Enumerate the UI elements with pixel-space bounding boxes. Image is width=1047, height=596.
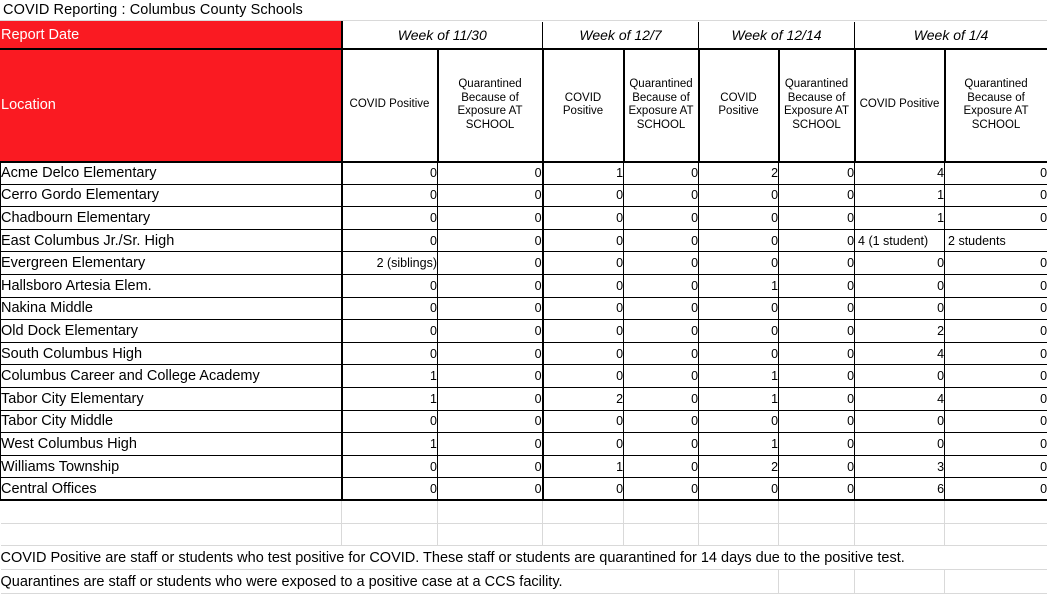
cell-covid-positive-2: 1 (543, 455, 624, 478)
cell-covid-positive-2: 0 (543, 252, 624, 275)
subheader-covid-positive-2: COVID Positive (543, 49, 624, 162)
cell-covid-positive-4: 4 (1 student) (855, 229, 945, 252)
cell-quarantined-3: 0 (779, 342, 855, 365)
cell-quarantined-2: 0 (624, 207, 699, 230)
table-row[interactable] (1, 297, 1047, 320)
blank-cell (342, 500, 438, 523)
blank-cell (624, 523, 699, 546)
row-location: Old Dock Elementary (1, 320, 342, 343)
cell-quarantined-4: 0 (945, 207, 1047, 230)
cell-covid-positive-2: 0 (543, 229, 624, 252)
cell-covid-positive-4: 6 (855, 478, 945, 501)
blank-cell (438, 500, 543, 523)
cell-quarantined-1: 0 (438, 455, 543, 478)
cell-quarantined-1: 0 (438, 252, 543, 275)
cell-covid-positive-1: 0 (342, 207, 438, 230)
cell-quarantined-3: 0 (779, 320, 855, 343)
cell-covid-positive-3: 0 (699, 297, 779, 320)
subheader-covid-positive-4: COVID Positive (855, 49, 945, 162)
cell-quarantined-2: 0 (624, 410, 699, 433)
cell-covid-positive-2: 0 (543, 410, 624, 433)
blank-cell (779, 523, 855, 546)
cell-covid-positive-1: 0 (342, 162, 438, 185)
footnote-quarantines: Quarantines are staff or students who were exposed to a positive case at a CCS facility. (1, 570, 779, 594)
cell-quarantined-3: 0 (779, 455, 855, 478)
table-row[interactable] (1, 162, 1047, 185)
blank-cell (1, 523, 342, 546)
blank-cell (699, 523, 779, 546)
table-row[interactable] (1, 274, 1047, 297)
cell-covid-positive-1: 0 (342, 320, 438, 343)
cell-quarantined-2: 0 (624, 478, 699, 501)
row-location: Evergreen Elementary (1, 252, 342, 275)
footnote-row-2 (1, 570, 1047, 594)
cell-covid-positive-1: 1 (342, 433, 438, 456)
cell-quarantined-4: 0 (945, 297, 1047, 320)
footnote-covid-positive: COVID Positive are staff or students who test positive for COVID. These staff or students are quarantined for 14 days due to the positive test. (1, 546, 1047, 570)
cell-quarantined-1: 0 (438, 433, 543, 456)
cell-quarantined-2: 0 (624, 274, 699, 297)
cell-quarantined-3: 0 (779, 229, 855, 252)
row-location: Central Offices (1, 478, 342, 501)
cell-covid-positive-1: 2 (siblings) (342, 252, 438, 275)
footnote-row-1 (1, 546, 1047, 570)
week-group-header-1: Week of 11/30 (342, 22, 543, 49)
cell-quarantined-4: 0 (945, 410, 1047, 433)
cell-quarantined-4: 0 (945, 478, 1047, 501)
cell-quarantined-2: 0 (624, 365, 699, 388)
cell-covid-positive-1: 0 (342, 455, 438, 478)
cell-quarantined-2: 0 (624, 184, 699, 207)
table-row[interactable] (1, 455, 1047, 478)
location-label: Location (1, 49, 342, 162)
cell-covid-positive-4: 0 (855, 365, 945, 388)
blank-cell (342, 523, 438, 546)
cell-covid-positive-3: 1 (699, 274, 779, 297)
row-location: East Columbus Jr./Sr. High (1, 229, 342, 252)
cell-quarantined-4: 0 (945, 433, 1047, 456)
table-row[interactable] (1, 433, 1047, 456)
covid-reporting-table (0, 21, 1047, 594)
cell-covid-positive-3: 0 (699, 410, 779, 433)
cell-quarantined-4: 0 (945, 184, 1047, 207)
cell-covid-positive-1: 1 (342, 387, 438, 410)
cell-quarantined-1: 0 (438, 410, 543, 433)
cell-covid-positive-4: 0 (855, 297, 945, 320)
week-group-header-2: Week of 12/7 (543, 22, 699, 49)
cell-covid-positive-2: 0 (543, 184, 624, 207)
blank-spacer-row (1, 523, 1047, 546)
cell-covid-positive-4: 2 (855, 320, 945, 343)
cell-covid-positive-2: 0 (543, 274, 624, 297)
blank-cell (543, 500, 624, 523)
cell-quarantined-2: 0 (624, 252, 699, 275)
cell-covid-positive-1: 0 (342, 229, 438, 252)
cell-quarantined-4: 0 (945, 274, 1047, 297)
cell-quarantined-3: 0 (779, 207, 855, 230)
cell-quarantined-4: 0 (945, 252, 1047, 275)
cell-quarantined-1: 0 (438, 387, 543, 410)
cell-covid-positive-2: 0 (543, 320, 624, 343)
cell-quarantined-1: 0 (438, 478, 543, 501)
cell-covid-positive-1: 0 (342, 478, 438, 501)
row-location: Williams Township (1, 455, 342, 478)
cell-quarantined-4: 0 (945, 342, 1047, 365)
cell-covid-positive-3: 0 (699, 207, 779, 230)
sheet-title-bar (0, 0, 1047, 21)
cell-covid-positive-4: 0 (855, 252, 945, 275)
row-location: South Columbus High (1, 342, 342, 365)
cell-quarantined-3: 0 (779, 387, 855, 410)
blank-cell (855, 523, 945, 546)
blank-cell (945, 570, 1047, 594)
cell-quarantined-4: 0 (945, 365, 1047, 388)
blank-cell (543, 523, 624, 546)
table-row[interactable] (1, 387, 1047, 410)
cell-quarantined-4: 0 (945, 162, 1047, 185)
cell-quarantined-2: 0 (624, 342, 699, 365)
subheader-covid-positive-1: COVID Positive (342, 49, 438, 162)
cell-covid-positive-3: 0 (699, 342, 779, 365)
week-group-header-4: Week of 1/4 (855, 22, 1047, 49)
cell-quarantined-1: 0 (438, 162, 543, 185)
blank-cell (945, 500, 1047, 523)
table-row[interactable] (1, 410, 1047, 433)
cell-covid-positive-3: 0 (699, 320, 779, 343)
row-location: Cerro Gordo Elementary (1, 184, 342, 207)
cell-covid-positive-1: 0 (342, 297, 438, 320)
cell-quarantined-2: 0 (624, 162, 699, 185)
cell-quarantined-2: 0 (624, 320, 699, 343)
blank-cell (624, 500, 699, 523)
cell-covid-positive-4: 0 (855, 410, 945, 433)
table-row[interactable] (1, 229, 1047, 252)
cell-covid-positive-3: 0 (699, 229, 779, 252)
cell-covid-positive-4: 3 (855, 455, 945, 478)
row-location: Hallsboro Artesia Elem. (1, 274, 342, 297)
cell-covid-positive-2: 2 (543, 387, 624, 410)
row-location: Acme Delco Elementary (1, 162, 342, 185)
cell-quarantined-1: 0 (438, 229, 543, 252)
cell-covid-positive-3: 0 (699, 252, 779, 275)
cell-covid-positive-1: 0 (342, 184, 438, 207)
cell-quarantined-3: 0 (779, 297, 855, 320)
cell-quarantined-1: 0 (438, 365, 543, 388)
cell-covid-positive-3: 1 (699, 433, 779, 456)
cell-quarantined-1: 0 (438, 207, 543, 230)
cell-quarantined-4: 0 (945, 320, 1047, 343)
cell-covid-positive-4: 1 (855, 207, 945, 230)
subheader-quarantined-1: Quarantined Because of Exposure AT SCHOOL (438, 49, 543, 162)
blank-spacer-row (1, 500, 1047, 523)
cell-quarantined-3: 0 (779, 365, 855, 388)
row-location: Tabor City Elementary (1, 387, 342, 410)
cell-covid-positive-3: 0 (699, 184, 779, 207)
table-row[interactable] (1, 365, 1047, 388)
cell-covid-positive-3: 2 (699, 455, 779, 478)
report-date-row (1, 22, 1047, 49)
cell-covid-positive-3: 0 (699, 478, 779, 501)
cell-covid-positive-4: 4 (855, 342, 945, 365)
row-location: Chadbourn Elementary (1, 207, 342, 230)
blank-cell (779, 570, 855, 594)
cell-quarantined-2: 0 (624, 433, 699, 456)
cell-covid-positive-1: 0 (342, 342, 438, 365)
subheader-quarantined-4: Quarantined Because of Exposure AT SCHOOL (945, 49, 1047, 162)
table-row[interactable] (1, 184, 1047, 207)
row-location: Nakina Middle (1, 297, 342, 320)
cell-covid-positive-2: 0 (543, 478, 624, 501)
table-row[interactable] (1, 320, 1047, 343)
week-group-header-3: Week of 12/14 (699, 22, 855, 49)
cell-quarantined-2: 0 (624, 229, 699, 252)
cell-covid-positive-2: 0 (543, 207, 624, 230)
row-location: Tabor City Middle (1, 410, 342, 433)
page-title: COVID Reporting : Columbus County Schools (3, 2, 303, 18)
cell-quarantined-1: 0 (438, 342, 543, 365)
blank-cell (438, 523, 543, 546)
cell-covid-positive-2: 0 (543, 433, 624, 456)
blank-cell (855, 500, 945, 523)
blank-cell (779, 500, 855, 523)
cell-quarantined-4: 0 (945, 455, 1047, 478)
cell-quarantined-1: 0 (438, 320, 543, 343)
cell-covid-positive-2: 0 (543, 342, 624, 365)
subheader-quarantined-3: Quarantined Because of Exposure AT SCHOOL (779, 49, 855, 162)
cell-quarantined-3: 0 (779, 274, 855, 297)
cell-quarantined-2: 0 (624, 297, 699, 320)
blank-cell (699, 500, 779, 523)
cell-covid-positive-2: 0 (543, 365, 624, 388)
table-row[interactable] (1, 478, 1047, 501)
cell-quarantined-2: 0 (624, 387, 699, 410)
cell-quarantined-3: 0 (779, 184, 855, 207)
report-date-label: Report Date (1, 22, 342, 49)
cell-covid-positive-4: 0 (855, 274, 945, 297)
cell-covid-positive-4: 4 (855, 387, 945, 410)
cell-quarantined-1: 0 (438, 297, 543, 320)
cell-covid-positive-4: 0 (855, 433, 945, 456)
column-subheader-row (1, 49, 1047, 162)
cell-quarantined-3: 0 (779, 252, 855, 275)
cell-covid-positive-1: 0 (342, 410, 438, 433)
cell-covid-positive-3: 1 (699, 387, 779, 410)
cell-quarantined-3: 0 (779, 410, 855, 433)
table-row[interactable] (1, 252, 1047, 275)
row-location: Columbus Career and College Academy (1, 365, 342, 388)
subheader-quarantined-2: Quarantined Because of Exposure AT SCHOOL (624, 49, 699, 162)
cell-quarantined-3: 0 (779, 162, 855, 185)
cell-quarantined-1: 0 (438, 274, 543, 297)
cell-covid-positive-3: 2 (699, 162, 779, 185)
cell-quarantined-1: 0 (438, 184, 543, 207)
cell-quarantined-4: 2 students (945, 229, 1047, 252)
cell-quarantined-3: 0 (779, 433, 855, 456)
table-row[interactable] (1, 207, 1047, 230)
blank-cell (855, 570, 945, 594)
cell-covid-positive-2: 1 (543, 162, 624, 185)
blank-cell (945, 523, 1047, 546)
table-row[interactable] (1, 342, 1047, 365)
row-location: West Columbus High (1, 433, 342, 456)
cell-quarantined-3: 0 (779, 478, 855, 501)
cell-covid-positive-4: 1 (855, 184, 945, 207)
cell-quarantined-4: 0 (945, 387, 1047, 410)
cell-covid-positive-2: 0 (543, 297, 624, 320)
cell-covid-positive-3: 1 (699, 365, 779, 388)
cell-quarantined-2: 0 (624, 455, 699, 478)
cell-covid-positive-4: 4 (855, 162, 945, 185)
cell-covid-positive-1: 0 (342, 274, 438, 297)
subheader-covid-positive-3: COVID Positive (699, 49, 779, 162)
blank-cell (1, 500, 342, 523)
cell-covid-positive-1: 1 (342, 365, 438, 388)
